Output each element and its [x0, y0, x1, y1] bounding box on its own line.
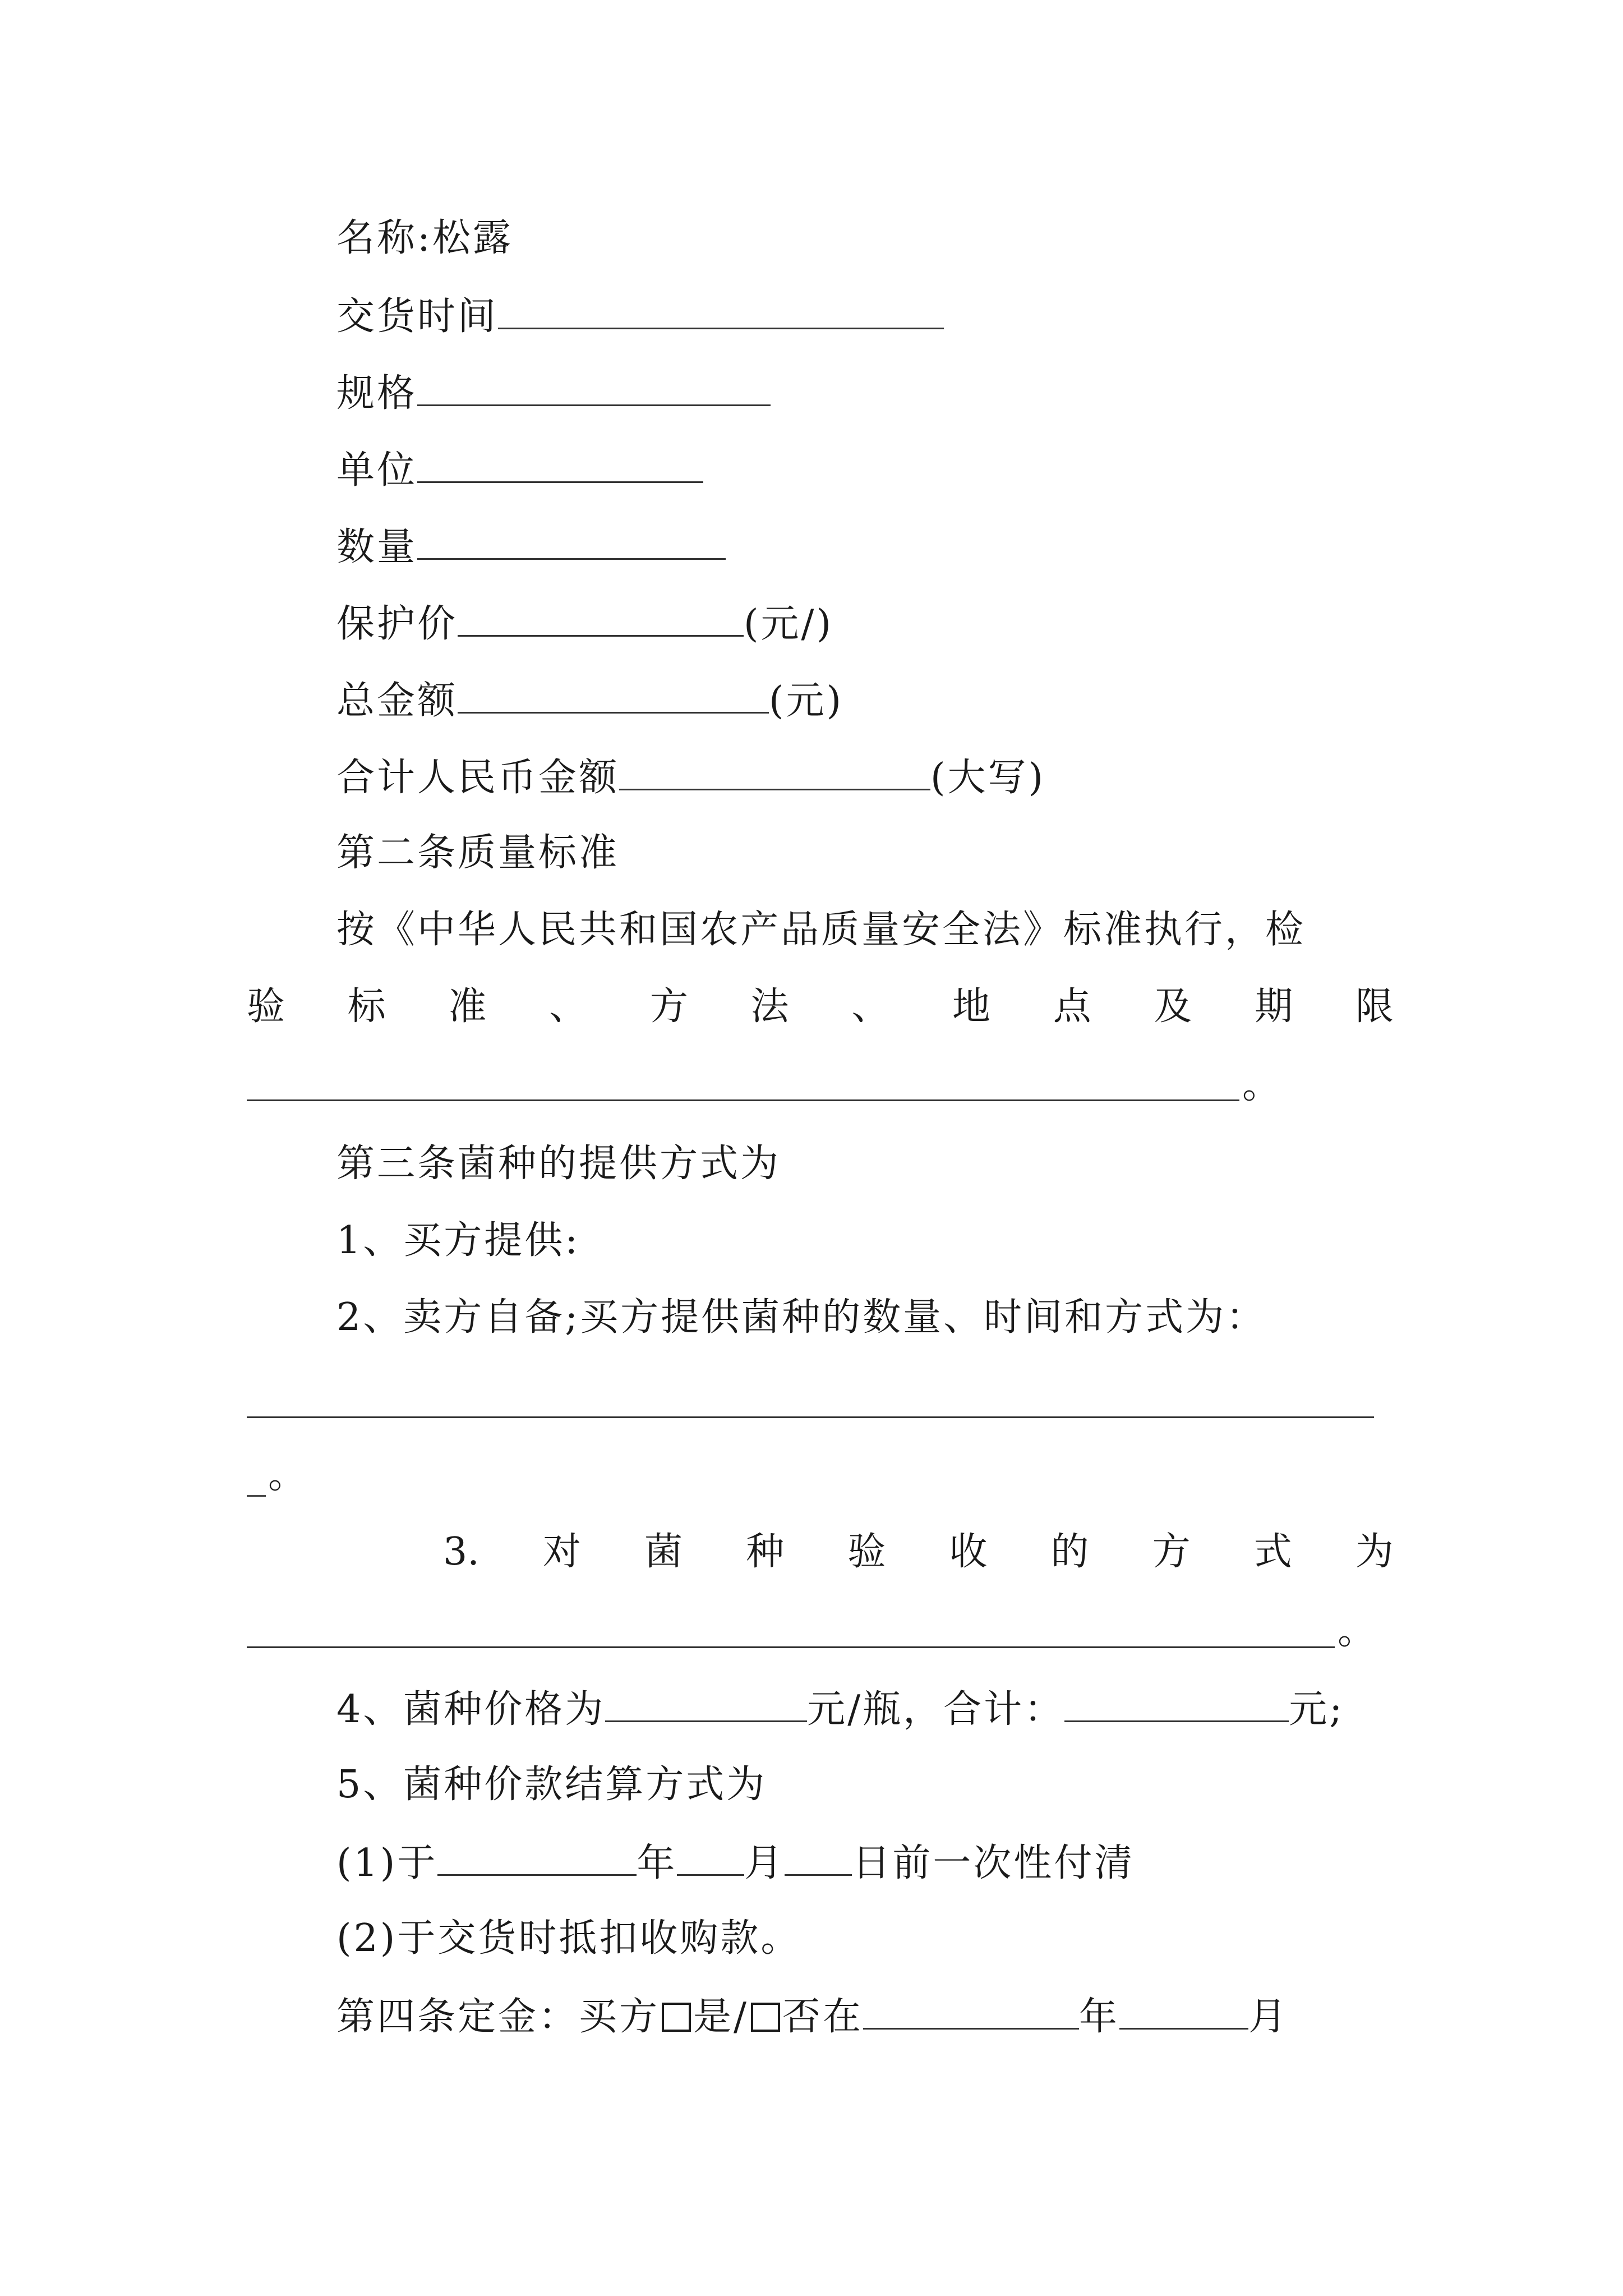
item5-1-year-blank[interactable]: [437, 1839, 637, 1876]
rmb-total-blank[interactable]: [619, 754, 930, 790]
article3-title: [336, 1142, 781, 1186]
article4-year: 年: [1078, 1995, 1119, 2039]
article3-item2: [336, 1295, 1266, 1340]
spread-char: 3.: [443, 1530, 479, 1574]
spread-char: 期: [1255, 984, 1293, 1029]
delivery-time-label: 交货时间: [336, 295, 499, 339]
article3-item2-text: 2、卖方自备;买方提供菌种的数量、时间和方式为：: [336, 1295, 1267, 1340]
period: 。: [1242, 1063, 1283, 1107]
article2-body-text: 按《中华人民共和国农产品质量安全法》标准执行，检: [336, 908, 1306, 952]
total-amount-blank[interactable]: [458, 677, 769, 714]
article2-line3-end: [1242, 1063, 1283, 1108]
spread-char: 方: [1152, 1530, 1191, 1574]
article2-title: [336, 831, 619, 876]
deposit-year-blank[interactable]: [863, 1993, 1079, 2030]
spread-char: 收: [949, 1530, 988, 1574]
rmb-total-unit: (大写): [930, 756, 1046, 800]
article2-body-line2: [247, 984, 1394, 1029]
delivery-time-line: [336, 293, 944, 339]
spread-char: 方: [649, 984, 688, 1029]
article3-item5-2: [336, 1916, 801, 1961]
item4-price-blank[interactable]: [605, 1686, 807, 1722]
spread-char: 验: [847, 1530, 886, 1574]
deposit-month-blank[interactable]: [1119, 1993, 1248, 2030]
article3-item3-blank[interactable]: [247, 1646, 1335, 1648]
item5-2-text: (2)于交货时抵扣收购款。: [336, 1916, 801, 1961]
protect-price-unit: (元/): [744, 602, 833, 646]
name-label: 名称:松露: [336, 216, 513, 260]
spec-label: 规格: [336, 371, 418, 416]
period: 。: [1338, 1609, 1378, 1653]
quantity-label: 数量: [336, 525, 418, 569]
spec-blank[interactable]: [417, 370, 771, 406]
spread-char: 地: [952, 984, 991, 1029]
unit-blank[interactable]: [417, 447, 703, 483]
spread-char: 限: [1355, 984, 1394, 1029]
article3-item3-end: [1338, 1609, 1378, 1654]
name-line: [336, 216, 513, 261]
delivery-time-blank[interactable]: [498, 293, 944, 329]
item5-1-day-blank[interactable]: [785, 1839, 852, 1876]
item5-1-end: 日前一次性付清: [852, 1841, 1135, 1885]
spread-char: 及: [1154, 984, 1192, 1029]
item5-1-month: 月: [744, 1841, 785, 1885]
article3-item1-text: 1、买方提供:: [336, 1218, 580, 1263]
total-amount-line: [336, 677, 843, 724]
article3-item5: [336, 1763, 767, 1807]
spread-char: 的: [1050, 1530, 1089, 1574]
article3-item2-end: [247, 1453, 308, 1498]
article3-item3: [443, 1530, 1394, 1575]
spread-char: 点: [1053, 984, 1091, 1029]
article3-item2-end-text: _。: [247, 1453, 309, 1497]
quantity-blank[interactable]: [417, 523, 726, 560]
spread-char: 对: [542, 1530, 581, 1574]
article4-prefix: 第四条定金：买方: [336, 1995, 660, 2039]
spread-char: 菌: [644, 1530, 683, 1574]
item4-prefix: 4、菌种价格为: [336, 1687, 606, 1732]
item4-total-blank[interactable]: [1064, 1686, 1289, 1722]
spread-char: 式: [1253, 1530, 1292, 1574]
article4-yes: 是/: [693, 1995, 749, 2039]
spread-char: 、: [851, 984, 890, 1029]
article4-month: 月: [1248, 1995, 1289, 2039]
unit-label: 单位: [336, 448, 418, 493]
item5-text: 5、菌种价款结算方式为: [336, 1763, 767, 1807]
total-amount-unit: (元): [769, 679, 844, 723]
spec-line: [336, 370, 771, 416]
item4-mid: 元/瓶，合计：: [807, 1687, 1065, 1732]
protect-price-label: 保护价: [336, 602, 458, 646]
spread-char: 验: [247, 984, 285, 1029]
item5-1-year: 年: [637, 1841, 677, 1885]
article4-line: [336, 1993, 1289, 2040]
item5-1-month-blank[interactable]: [677, 1839, 744, 1876]
article4-no: 否在: [782, 1995, 863, 2039]
article2-inspection-blank[interactable]: [247, 1099, 1239, 1101]
protect-price-blank[interactable]: [458, 600, 744, 637]
article2-title-text: 第二条质量标准: [336, 831, 620, 875]
spread-char: 标: [347, 984, 386, 1029]
article3-item1: [336, 1218, 580, 1263]
spread-char: 法: [750, 984, 789, 1029]
rmb-total-line: [336, 754, 1045, 800]
total-amount-label: 总金额: [336, 679, 458, 723]
article3-title-text: 第三条菌种的提供方式为: [336, 1142, 781, 1186]
item4-end: 元;: [1289, 1687, 1345, 1732]
rmb-total-label: 合计人民币金额: [336, 756, 620, 800]
article2-body-line1: [336, 908, 1306, 953]
spread-char: 种: [746, 1530, 785, 1574]
quantity-line: [336, 523, 726, 570]
deposit-no-checkbox[interactable]: [751, 2003, 780, 2032]
unit-line: [336, 447, 703, 493]
article3-item5-1: [336, 1839, 1135, 1886]
spread-char: 、: [549, 984, 588, 1029]
spread-char: 为: [1355, 1530, 1394, 1574]
article3-item2-blank[interactable]: [247, 1416, 1374, 1418]
article3-item4: [336, 1686, 1344, 1732]
deposit-yes-checkbox[interactable]: [662, 2003, 691, 2032]
protect-price-line: [336, 600, 833, 647]
item5-1-prefix: (1)于: [336, 1841, 438, 1885]
spread-char: 准: [448, 984, 487, 1029]
